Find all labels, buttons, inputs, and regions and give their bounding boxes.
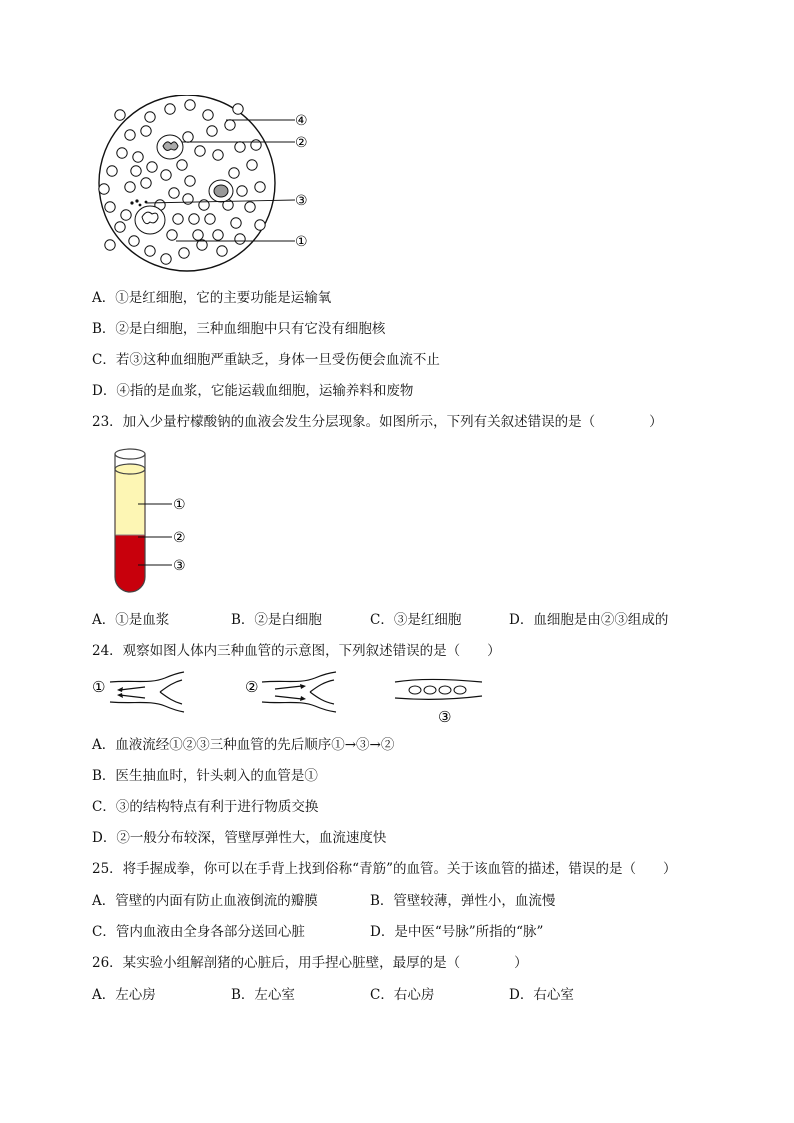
red-blood-cell bbox=[177, 160, 187, 170]
q24-option-a: A．血液流经①②③三种血管的先后顺序①→③→② bbox=[92, 737, 395, 753]
q23-stem: 23．加入少量柠檬酸钠的血液会发生分层现象。如图所示，下列有关叙述错误的是（ ） bbox=[92, 414, 663, 430]
red-blood-cell bbox=[125, 182, 135, 192]
blood-smear-figure bbox=[90, 95, 330, 280]
vessel-label-3: ③ bbox=[438, 708, 452, 725]
red-blood-cell bbox=[145, 112, 155, 122]
q23-option-a: A．①是血浆 bbox=[92, 612, 170, 628]
vessel-label-2: ② bbox=[245, 678, 259, 696]
red-blood-cell bbox=[255, 182, 265, 192]
red-blood-cell bbox=[213, 150, 223, 160]
q26-option-b: B．左心室 bbox=[231, 987, 295, 1003]
test-tube-figure bbox=[110, 445, 200, 595]
red-blood-cell bbox=[179, 248, 189, 258]
red-blood-cell bbox=[141, 178, 151, 188]
q24-option-b: B．医生抽血时，针头刺入的血管是① bbox=[92, 768, 318, 784]
q23-option-c: C．③是红细胞 bbox=[370, 612, 462, 628]
red-blood-cell bbox=[173, 214, 183, 224]
fig22-label-4: ④ bbox=[295, 113, 308, 129]
red-blood-cell bbox=[207, 126, 217, 136]
tube-label-3: ③ bbox=[173, 558, 186, 574]
red-blood-cell bbox=[203, 110, 213, 120]
red-blood-cell bbox=[121, 210, 131, 220]
tube-label-1: ① bbox=[173, 497, 186, 513]
red-blood-cell bbox=[115, 110, 125, 120]
red-blood-cell bbox=[161, 170, 171, 180]
q26-stem: 26．某实验小组解剖猪的心脏后，用手捏心脏壁，最厚的是（ ） bbox=[92, 955, 528, 971]
red-blood-cell bbox=[125, 130, 135, 140]
red-blood-cell bbox=[233, 104, 243, 114]
red-blood-cell bbox=[185, 100, 195, 110]
vessel-label-1: ① bbox=[92, 678, 106, 696]
red-blood-cell bbox=[117, 148, 127, 158]
red-blood-cell bbox=[213, 230, 223, 240]
fig22-label-1: ① bbox=[295, 234, 308, 250]
fig22-label-3: ③ bbox=[295, 193, 308, 209]
q24-option-d: D．②一般分布较深，管壁厚弹性大，血流速度快 bbox=[92, 830, 387, 846]
red-blood-cell bbox=[129, 236, 139, 246]
red-blood-cell bbox=[235, 142, 245, 152]
red-blood-cell bbox=[255, 220, 265, 230]
q25-option-d: D．是中医“号脉”所指的“脉” bbox=[370, 924, 544, 940]
q22-option-d: D．④指的是血浆，它能运载血细胞，运输养料和废物 bbox=[92, 383, 414, 399]
red-blood-cell bbox=[169, 188, 179, 198]
fig22-label-2: ② bbox=[295, 135, 308, 151]
q22-option-b: B．②是白细胞，三种血细胞中只有它没有细胞核 bbox=[92, 321, 386, 337]
red-blood-cell bbox=[115, 222, 125, 232]
red-blood-cell bbox=[195, 146, 205, 156]
red-blood-cell bbox=[205, 214, 215, 224]
red-blood-cell bbox=[185, 176, 195, 186]
red-blood-cell bbox=[167, 230, 177, 240]
red-blood-cell bbox=[145, 246, 155, 256]
red-blood-cell bbox=[105, 240, 115, 250]
q26-option-c: C．右心房 bbox=[370, 987, 435, 1003]
q24-stem: 24．观察如图人体内三种血管的示意图，下列叙述错误的是（ ） bbox=[92, 643, 501, 659]
red-blood-cell bbox=[147, 162, 157, 172]
red-blood-cell bbox=[133, 152, 143, 162]
q25-option-a: A．管壁的内面有防止血液倒流的瓣膜 bbox=[92, 893, 318, 909]
red-blood-cell bbox=[99, 184, 109, 194]
tube-label-2: ② bbox=[173, 530, 186, 546]
q25-option-b: B．管壁较薄，弹性小，血流慢 bbox=[370, 893, 556, 909]
red-blood-cell bbox=[231, 218, 241, 228]
q22-option-a: A．①是红细胞，它的主要功能是运输氧 bbox=[92, 290, 332, 306]
red-blood-cell bbox=[193, 230, 203, 240]
red-blood-cell bbox=[245, 202, 255, 212]
red-blood-cell bbox=[225, 120, 235, 130]
red-blood-cell bbox=[165, 104, 175, 114]
red-blood-cell bbox=[183, 132, 193, 142]
red-blood-cell bbox=[251, 140, 261, 150]
red-blood-cell bbox=[131, 166, 141, 176]
red-blood-cell bbox=[107, 166, 117, 176]
blood-vessels-figure bbox=[90, 670, 500, 725]
red-blood-cell bbox=[189, 214, 199, 224]
q23-option-d: D．血细胞是由②③组成的 bbox=[509, 612, 669, 628]
red-blood-cell bbox=[161, 254, 171, 264]
q22-option-c: C．若③这种血细胞严重缺乏，身体一旦受伤便会血流不止 bbox=[92, 352, 440, 368]
red-blood-cell bbox=[237, 186, 247, 196]
q26-option-a: A．左心房 bbox=[92, 987, 156, 1003]
q25-option-c: C．管内血液由全身各部分送回心脏 bbox=[92, 924, 305, 940]
nucleated-cell bbox=[209, 180, 233, 202]
q26-option-d: D．右心室 bbox=[509, 987, 574, 1003]
q25-stem: 25．将手握成拳，你可以在手背上找到俗称“青筋”的血管。关于该血管的描述，错误的是（ ） bbox=[92, 861, 677, 877]
red-blood-cell bbox=[229, 168, 239, 178]
red-blood-cell bbox=[217, 246, 227, 256]
red-blood-cell bbox=[235, 234, 245, 244]
red-blood-cell bbox=[105, 202, 115, 212]
q23-option-b: B．②是白细胞 bbox=[231, 612, 322, 628]
red-blood-cell bbox=[247, 160, 257, 170]
red-blood-cell bbox=[141, 126, 151, 136]
q24-option-c: C．③的结构特点有利于进行物质交换 bbox=[92, 799, 319, 815]
